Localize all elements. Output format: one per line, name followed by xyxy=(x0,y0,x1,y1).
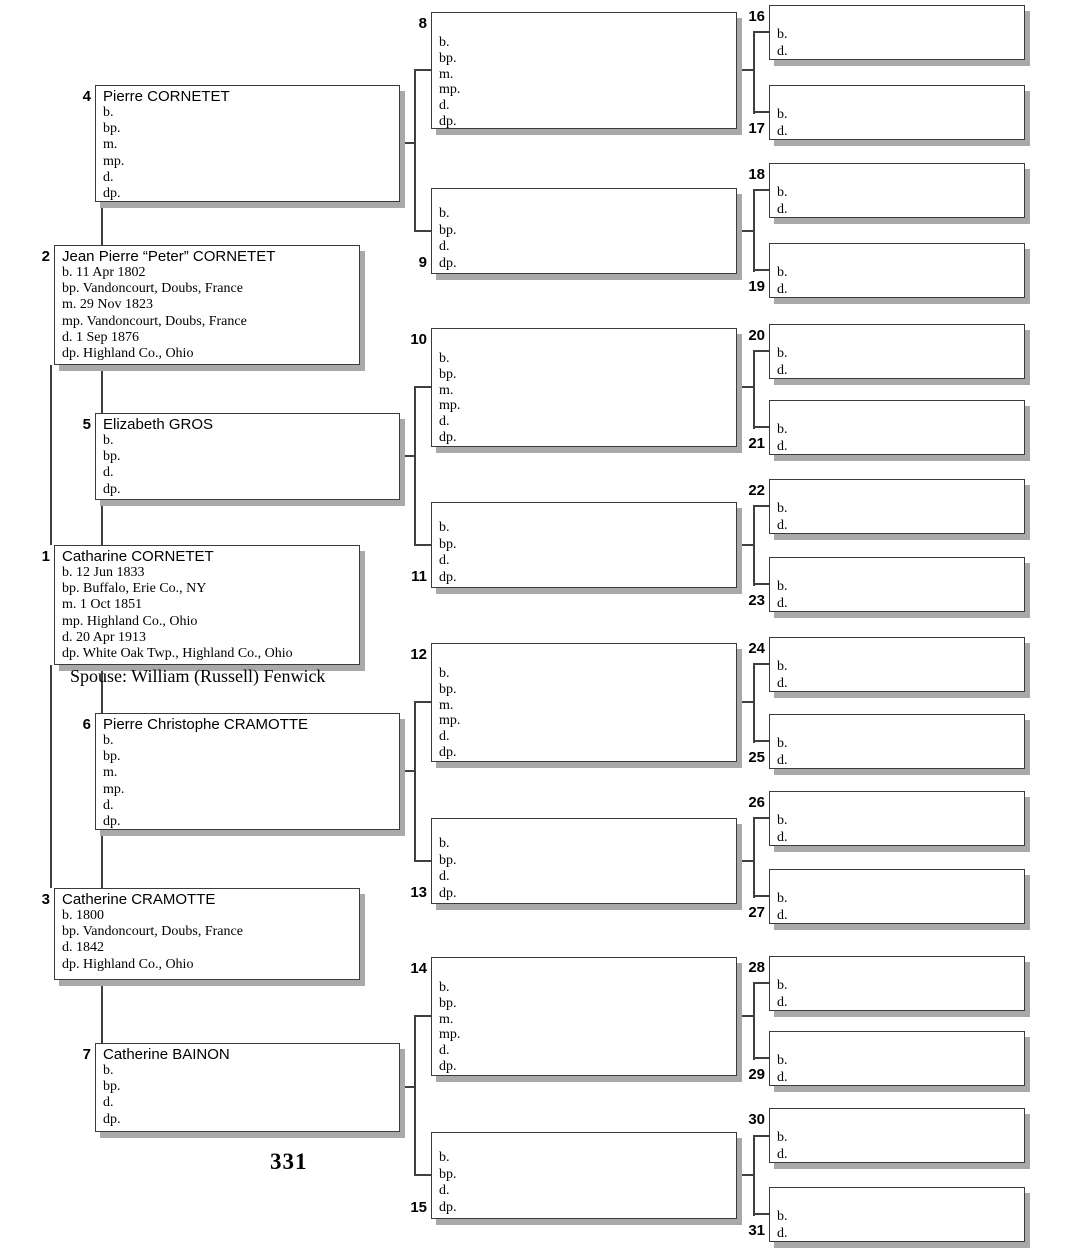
detail-line: m. xyxy=(103,137,118,153)
detail-line: bp. xyxy=(103,749,121,765)
detail-line: m. 29 Nov 1823 xyxy=(62,297,153,313)
detail-line: bp. xyxy=(439,366,457,382)
box-number: 12 xyxy=(410,646,427,663)
box-number: 6 xyxy=(82,716,91,733)
box-number: 26 xyxy=(748,794,765,811)
detail-line: dp. xyxy=(439,113,457,129)
pedigree-box-28 xyxy=(748,956,1025,1011)
box-number: 25 xyxy=(748,749,765,766)
detail-line: d. xyxy=(777,123,788,139)
pedigree-box-9 xyxy=(418,188,737,274)
detail-line: d. xyxy=(777,675,788,691)
pedigree-box-25 xyxy=(748,714,1025,769)
box-number: 4 xyxy=(82,88,91,105)
detail-line: d. xyxy=(439,1183,450,1198)
detail-line: d. xyxy=(777,43,788,59)
detail-line: bp. xyxy=(439,536,457,552)
pedigree-box-18 xyxy=(748,163,1025,218)
pedigree-box-16 xyxy=(748,5,1025,60)
detail-line: b. xyxy=(777,813,788,828)
detail-line: b. xyxy=(777,265,788,280)
detail-line: d. xyxy=(777,1146,788,1162)
pedigree-box-26 xyxy=(748,791,1025,846)
detail-line: b. xyxy=(777,346,788,361)
box-number: 21 xyxy=(748,435,765,452)
detail-line: mp. xyxy=(439,713,461,729)
detail-line: d. xyxy=(777,1225,788,1241)
detail-line: m. xyxy=(439,697,454,713)
detail-line: d. xyxy=(777,994,788,1010)
box-number: 22 xyxy=(748,482,765,499)
detail-line: bp. xyxy=(103,1079,121,1095)
detail-line: d. xyxy=(777,201,788,217)
pedigree-box-24 xyxy=(748,637,1025,692)
pedigree-box-8 xyxy=(418,12,737,129)
detail-line: dp. xyxy=(439,429,457,445)
page-number: 331 xyxy=(270,1149,308,1174)
box-number: 11 xyxy=(411,568,427,585)
detail-line: b. xyxy=(777,1209,788,1224)
box-number: 1 xyxy=(41,548,50,565)
detail-line: b. xyxy=(103,1063,114,1078)
detail-line: d. xyxy=(777,595,788,611)
pedigree-box-4 xyxy=(82,85,400,202)
detail-line: b. xyxy=(777,659,788,674)
detail-line: bp. xyxy=(439,852,457,868)
box-number: 3 xyxy=(41,891,50,908)
detail-line: d. xyxy=(103,797,114,813)
box-number: 14 xyxy=(410,960,427,977)
person-name: Pierre CORNETET xyxy=(103,88,230,105)
detail-line: m. xyxy=(439,66,454,82)
detail-line: dp. xyxy=(103,186,121,202)
detail-line: b. xyxy=(777,501,788,516)
detail-line: m. xyxy=(103,765,118,781)
detail-line: d. xyxy=(439,729,450,745)
pedigree-box-11 xyxy=(411,502,737,588)
detail-line: mp. Vandoncourt, Doubs, France xyxy=(62,313,247,329)
person-name: Jean Pierre “Peter” CORNETET xyxy=(62,248,276,265)
detail-line: dp. White Oak Twp., Highland Co., Ohio xyxy=(62,646,293,662)
box-number: 27 xyxy=(748,904,765,921)
detail-line: d. xyxy=(439,98,450,114)
box-number: 2 xyxy=(41,248,50,265)
detail-line: b. xyxy=(439,666,450,681)
detail-line: b. xyxy=(777,185,788,200)
detail-line: dp. Highland Co., Ohio xyxy=(62,346,194,362)
detail-line: bp. Vandoncourt, Doubs, France xyxy=(62,281,243,297)
detail-line: d. xyxy=(439,553,450,568)
box-number: 10 xyxy=(410,331,427,348)
detail-line: b. xyxy=(439,836,450,851)
pedigree-box-13 xyxy=(410,818,737,904)
detail-line: d. xyxy=(777,517,788,533)
detail-line: b. xyxy=(103,433,114,448)
pedigree-box-17 xyxy=(748,85,1025,140)
detail-line: d. xyxy=(777,829,788,845)
box-number: 29 xyxy=(748,1066,765,1083)
detail-line: b. xyxy=(439,980,450,995)
box-number: 31 xyxy=(748,1222,765,1239)
detail-line: bp. xyxy=(439,222,457,238)
detail-line: d. xyxy=(777,281,788,297)
detail-line: mp. xyxy=(439,1027,461,1043)
detail-line: mp. xyxy=(439,398,461,414)
detail-line: dp. xyxy=(103,814,121,830)
detail-line: dp. xyxy=(103,481,121,497)
detail-line: d. 20 Apr 1913 xyxy=(62,629,146,645)
box-number: 8 xyxy=(418,15,427,32)
person-name: Pierre Christophe CRAMOTTE xyxy=(103,716,309,733)
box-number: 19 xyxy=(748,278,765,295)
box-number: 23 xyxy=(748,592,765,609)
pedigree-box-10 xyxy=(410,328,737,447)
person-name: Catherine CRAMOTTE xyxy=(62,891,216,908)
detail-line: b. xyxy=(103,105,114,120)
detail-line: b. xyxy=(777,27,788,42)
detail-line: mp. xyxy=(103,781,125,797)
pedigree-box-15 xyxy=(410,1132,737,1219)
detail-line: b. xyxy=(439,35,450,50)
detail-line: bp. xyxy=(439,50,457,66)
pedigree-box-29 xyxy=(748,1031,1025,1086)
box-number: 5 xyxy=(82,416,91,433)
box-number: 13 xyxy=(410,884,427,901)
detail-line: bp. xyxy=(439,995,457,1011)
detail-line: b. xyxy=(103,733,114,748)
detail-line: dp. xyxy=(439,569,457,585)
detail-line: d. xyxy=(777,362,788,378)
detail-line: bp. xyxy=(103,449,121,465)
detail-line: m. xyxy=(439,1011,454,1027)
detail-line: mp. xyxy=(103,153,125,169)
detail-line: m. xyxy=(439,382,454,398)
detail-line: dp. Highland Co., Ohio xyxy=(62,956,194,972)
detail-line: bp. xyxy=(439,1166,457,1182)
pedigree-box-3 xyxy=(41,888,360,980)
detail-line: d. xyxy=(777,907,788,923)
pedigree-box-6 xyxy=(82,713,400,830)
detail-line: b. 12 Jun 1833 xyxy=(62,565,145,580)
pedigree-box-7 xyxy=(82,1043,400,1132)
pedigree-box-22 xyxy=(748,479,1025,534)
detail-line: d. xyxy=(103,169,114,185)
spouse-note: Spouse: William (Russell) Fenwick xyxy=(70,666,326,686)
detail-line: b. xyxy=(777,978,788,993)
box-number: 18 xyxy=(748,166,765,183)
detail-line: b. 1800 xyxy=(62,908,104,923)
detail-line: d. xyxy=(777,752,788,768)
detail-line: d. xyxy=(439,239,450,254)
pedigree-box-21 xyxy=(748,400,1025,455)
detail-line: d. xyxy=(439,1043,450,1059)
detail-line: b. xyxy=(777,736,788,751)
pedigree-box-1 xyxy=(41,545,360,665)
detail-line: mp. Highland Co., Ohio xyxy=(62,613,198,629)
person-name: Elizabeth GROS xyxy=(103,416,214,433)
detail-line: d. 1 Sep 1876 xyxy=(62,329,139,345)
detail-line: b. xyxy=(777,579,788,594)
pedigree-box-20 xyxy=(748,324,1025,379)
box-number: 20 xyxy=(748,327,765,344)
box-number: 24 xyxy=(748,640,765,657)
box-number: 16 xyxy=(748,8,765,25)
detail-line: bp. Buffalo, Erie Co., NY xyxy=(62,581,207,597)
detail-line: b. xyxy=(439,206,450,221)
box-number: 9 xyxy=(418,254,427,271)
detail-line: d. xyxy=(439,869,450,884)
detail-line: b. xyxy=(777,1130,788,1145)
detail-line: dp. xyxy=(439,1058,457,1074)
detail-line: b. xyxy=(777,891,788,906)
pedigree-box-2 xyxy=(41,245,360,365)
detail-line: dp. xyxy=(439,255,457,271)
detail-line: dp. xyxy=(439,1199,457,1215)
detail-line: bp. xyxy=(103,121,121,137)
detail-line: d. xyxy=(439,414,450,430)
detail-line: d. xyxy=(103,465,114,481)
detail-line: b. xyxy=(777,1053,788,1068)
detail-line: m. 1 Oct 1851 xyxy=(62,597,143,613)
person-name: Catherine BAINON xyxy=(103,1046,230,1063)
detail-line: dp. xyxy=(439,744,457,760)
detail-line: d. xyxy=(777,1069,788,1085)
detail-line: bp. xyxy=(439,681,457,697)
pedigree-box-27 xyxy=(748,869,1025,924)
detail-line: bp. Vandoncourt, Doubs, France xyxy=(62,924,243,940)
detail-line: dp. xyxy=(439,885,457,901)
detail-line: b. xyxy=(777,422,788,437)
box-number: 7 xyxy=(82,1046,91,1063)
box-number: 28 xyxy=(748,959,765,976)
pedigree-box-14 xyxy=(410,957,737,1076)
pedigree-box-5 xyxy=(82,413,400,500)
detail-line: b. xyxy=(439,1150,450,1165)
box-number: 15 xyxy=(410,1199,427,1216)
detail-line: d. xyxy=(103,1095,114,1111)
pedigree-box-12 xyxy=(410,643,737,762)
pedigree-box-31 xyxy=(748,1187,1025,1242)
detail-line: b. 11 Apr 1802 xyxy=(62,265,146,280)
detail-line: d. 1842 xyxy=(62,940,104,956)
pedigree-box-23 xyxy=(748,557,1025,612)
person-name: Catharine CORNETET xyxy=(62,548,214,565)
pedigree-box-30 xyxy=(748,1108,1025,1163)
detail-line: b. xyxy=(439,351,450,366)
detail-line: b. xyxy=(439,520,450,535)
pedigree-box-19 xyxy=(748,243,1025,298)
detail-line: dp. xyxy=(103,1111,121,1127)
box-number: 17 xyxy=(748,120,765,137)
detail-line: mp. xyxy=(439,82,461,98)
detail-line: d. xyxy=(777,438,788,454)
detail-line: b. xyxy=(777,107,788,122)
box-number: 30 xyxy=(748,1111,765,1128)
